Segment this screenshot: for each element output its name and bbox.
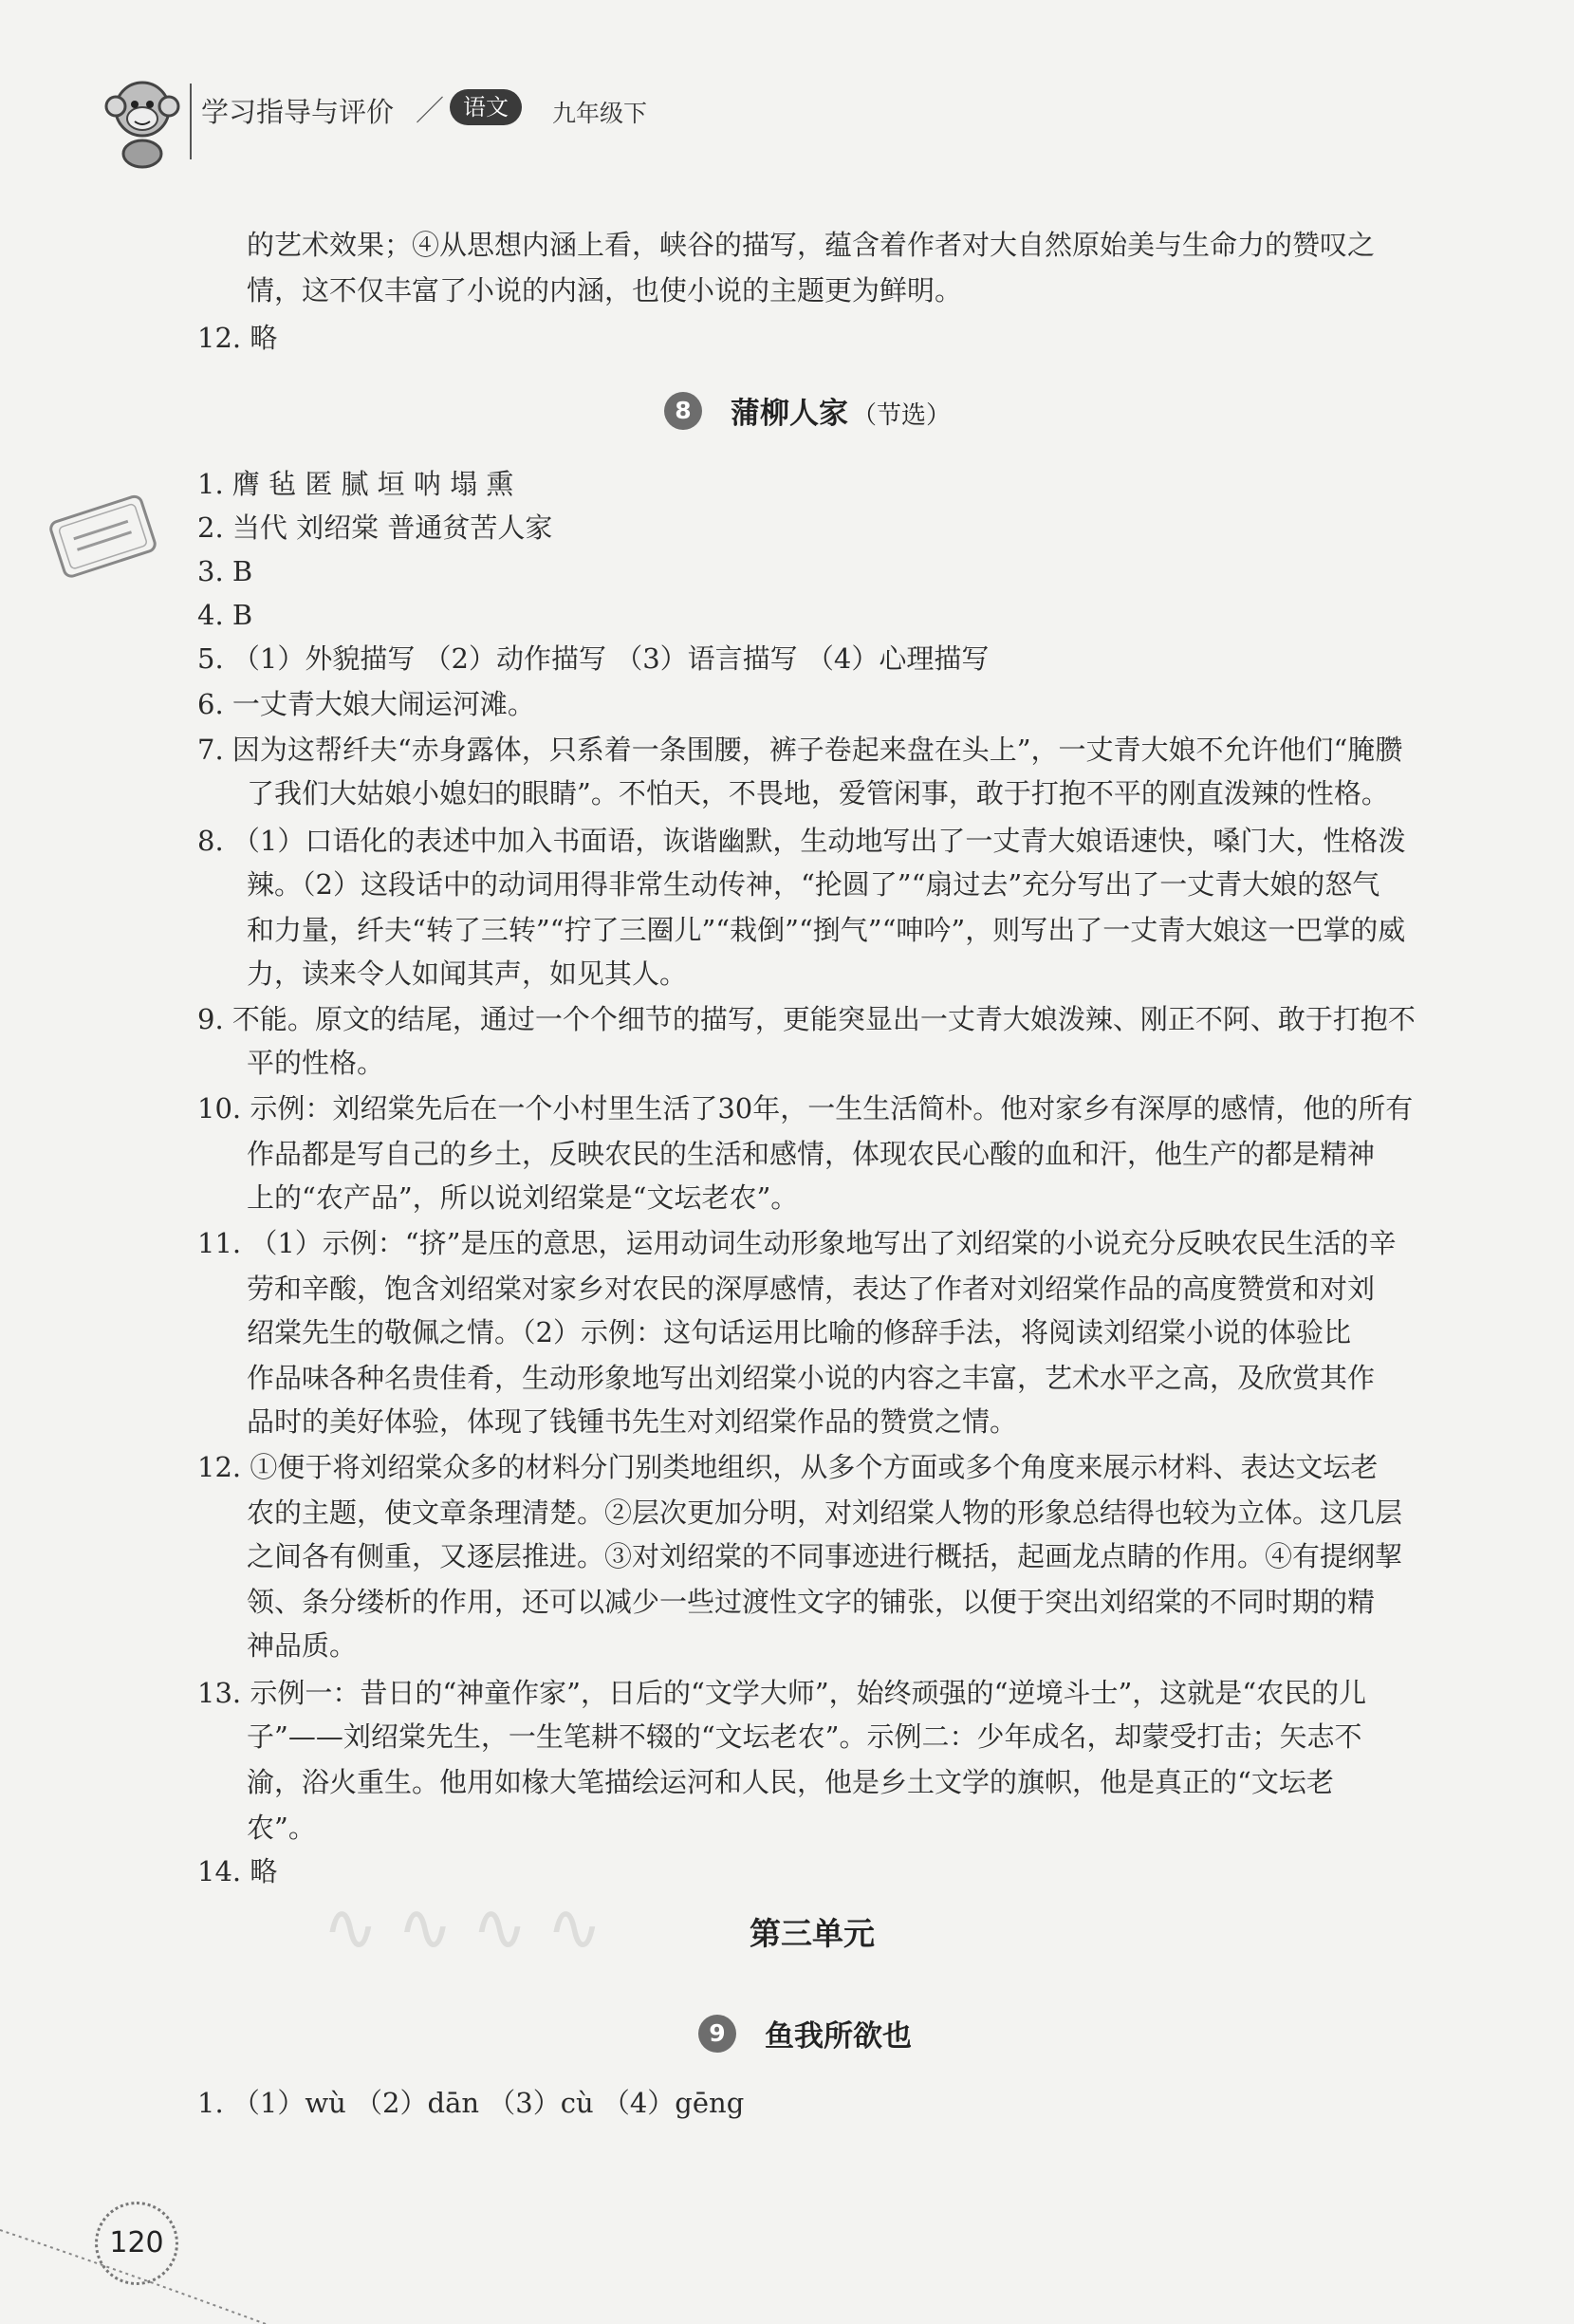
intro-line: 情，这不仅丰富了小说的内涵，也使小说的主题更为鲜明。 (247, 274, 963, 307)
grade-label: 九年级下 (552, 100, 648, 127)
answer-line: 农的主题，使文章条理清楚。②层次更加分明，对刘绍棠人物的形象总结得也较为立体。这几层 (247, 1497, 1403, 1529)
intro-item-12: 12. 略 (197, 322, 278, 354)
page-number: 120 (95, 2202, 178, 2285)
watermark: ∿∿∿∿ (323, 1888, 621, 1966)
answer-line: 1. 膺 毡 匿 腻 垣 呐 塌 熏 (197, 468, 514, 500)
lesson-number-badge: 8 (664, 392, 702, 430)
lesson-8-heading (664, 389, 951, 432)
lesson-9-heading (698, 2012, 912, 2054)
answer-line: 渝，浴火重生。他用如椽大笔描绘运河和人民，他是乡土文学的旗帜，他是真正的“文坛老 (247, 1766, 1334, 1798)
unit-heading: 第三单元 (750, 1915, 875, 1952)
intro-line: 的艺术效果；④从思想内涵上看，峡谷的描写，蕴含着作者对大自然原始美与生命力的赞叹之 (247, 229, 1376, 261)
answer-line: 14. 略 (197, 1855, 278, 1887)
header-slash: ／ (416, 95, 444, 128)
answer-line: 10. 示例：刘绍棠先后在一个小村里生活了30年，一生生活简朴。他对家乡有深厚的感情，他的所有 (197, 1092, 1414, 1125)
answer-line: 5. （1）外貌描写 （2）动作描写 （3）语言描写 （4）心理描写 (197, 642, 990, 675)
lesson-title: 鱼我所欲也 (765, 2019, 912, 2054)
page-header (0, 0, 1574, 180)
answer-line: 12. ①便于将刘绍棠众多的材料分门别类地组织，从多个方面或多个角度来展示材料、表达文坛老 (197, 1451, 1379, 1483)
subject-badge: 语文 (450, 89, 522, 125)
answer-line: 作品都是写自己的乡土，反映农民的生活和感情，体现农民心酸的血和汗，他生产的都是精神 (247, 1138, 1376, 1170)
monkey-mascot-icon (95, 66, 190, 171)
answer-line: 和力量，纤夫“转了三转”“拧了三圈儿”“栽倒”“捯气”“呻吟”，则写出了一丈青大娘这一巴掌的威 (247, 914, 1406, 946)
answer-line: 辣。（2）这段话中的动词用得非常生动传神，“抡圆了”“扇过去”充分写出了一丈青大娘的怒气 (247, 868, 1380, 901)
answer-line: 1. （1）wù （2）dān （3）cù （4）gēng (197, 2087, 745, 2119)
lesson-subtitle: （节选） (852, 401, 952, 430)
answer-line: 7. 因为这帮纤夫“赤身露体，只系着一条围腰，裤子卷起来盘在头上”，一丈青大娘不允许他们“腌臜 (197, 734, 1403, 766)
answer-line: 上的“农产品”，所以说刘绍棠是“文坛老农”。 (247, 1181, 799, 1214)
answer-line: 绍棠先生的敬佩之情。（2）示例：这句话运用比喻的修辞手法，将阅读刘绍棠小说的体验比 (247, 1316, 1351, 1348)
book-title: 学习指导与评价 (201, 96, 395, 128)
lesson-title-text: 蒲柳人家 (731, 397, 848, 431)
answer-line: 子”——刘绍棠先生，一生笔耕不辍的“文坛老农”。示例二：少年成名，却蒙受打击；矢志不 (247, 1720, 1362, 1753)
answer-line: 8. （1）口语化的表述中加入书面语，诙谐幽默，生动地写出了一丈青大娘语速快，嗓门大，性格泼 (197, 825, 1406, 857)
answer-line: 劳和辛酸，饱含刘绍棠对家乡对农民的深厚感情，表达了作者对刘绍棠作品的高度赞赏和对刘 (247, 1273, 1376, 1305)
answer-line: 了我们大姑娘小媳妇的眼睛”。不怕天，不畏地，爱管闲事，敢于打抱不平的刚直泼辣的性格。 (247, 777, 1389, 809)
answer-line: 品时的美好体验，体现了钱锺书先生对刘绍棠作品的赞赏之情。 (247, 1405, 1018, 1438)
lesson-number-badge: 9 (698, 2015, 736, 2053)
answer-line: 之间各有侧重，又逐层推进。③对刘绍棠的不同事迹进行概括，起画龙点睛的作用。④有提纲挈 (247, 1540, 1403, 1572)
answer-line: 13. 示例一：昔日的“神童作家”，日后的“文学大师”，始终顽强的“逆境斗士”，这就是“农民的儿 (197, 1677, 1367, 1709)
answer-line: 4. B (197, 599, 253, 631)
decorative-curve-icon (0, 2211, 285, 2324)
answer-line: 11. （1）示例：“挤”是压的意思，运用动词生动形象地写出了刘绍棠的小说充分反映农民生活的辛 (197, 1227, 1397, 1259)
lesson-title (731, 389, 951, 432)
answer-line: 2. 当代 刘绍棠 普通贫苦人家 (197, 511, 553, 544)
answer-line: 平的性格。 (247, 1047, 385, 1079)
answer-line: 作品味各种名贵佳肴，生动形象地写出刘绍棠小说的内容之丰富，艺术水平之高，及欣赏其作 (247, 1362, 1376, 1394)
answer-line: 领、条分缕析的作用，还可以减少一些过渡性文字的铺张，以便于突出刘绍棠的不同时期的精 (247, 1586, 1376, 1618)
answer-line: 农”。 (247, 1812, 316, 1844)
answer-line: 6. 一丈青大娘大闹运河滩。 (197, 688, 535, 720)
homework-stamp-icon (38, 484, 171, 598)
answer-line: 3. B (197, 555, 253, 587)
header-divider (190, 84, 192, 159)
answer-line: 9. 不能。原文的结尾，通过一个个细节的描写，更能突显出一丈青大娘泼辣、刚正不阿、敢于打抱不 (197, 1003, 1416, 1035)
answer-line: 力，读来令人如闻其声，如见其人。 (247, 957, 688, 990)
answer-line: 神品质。 (247, 1629, 358, 1662)
